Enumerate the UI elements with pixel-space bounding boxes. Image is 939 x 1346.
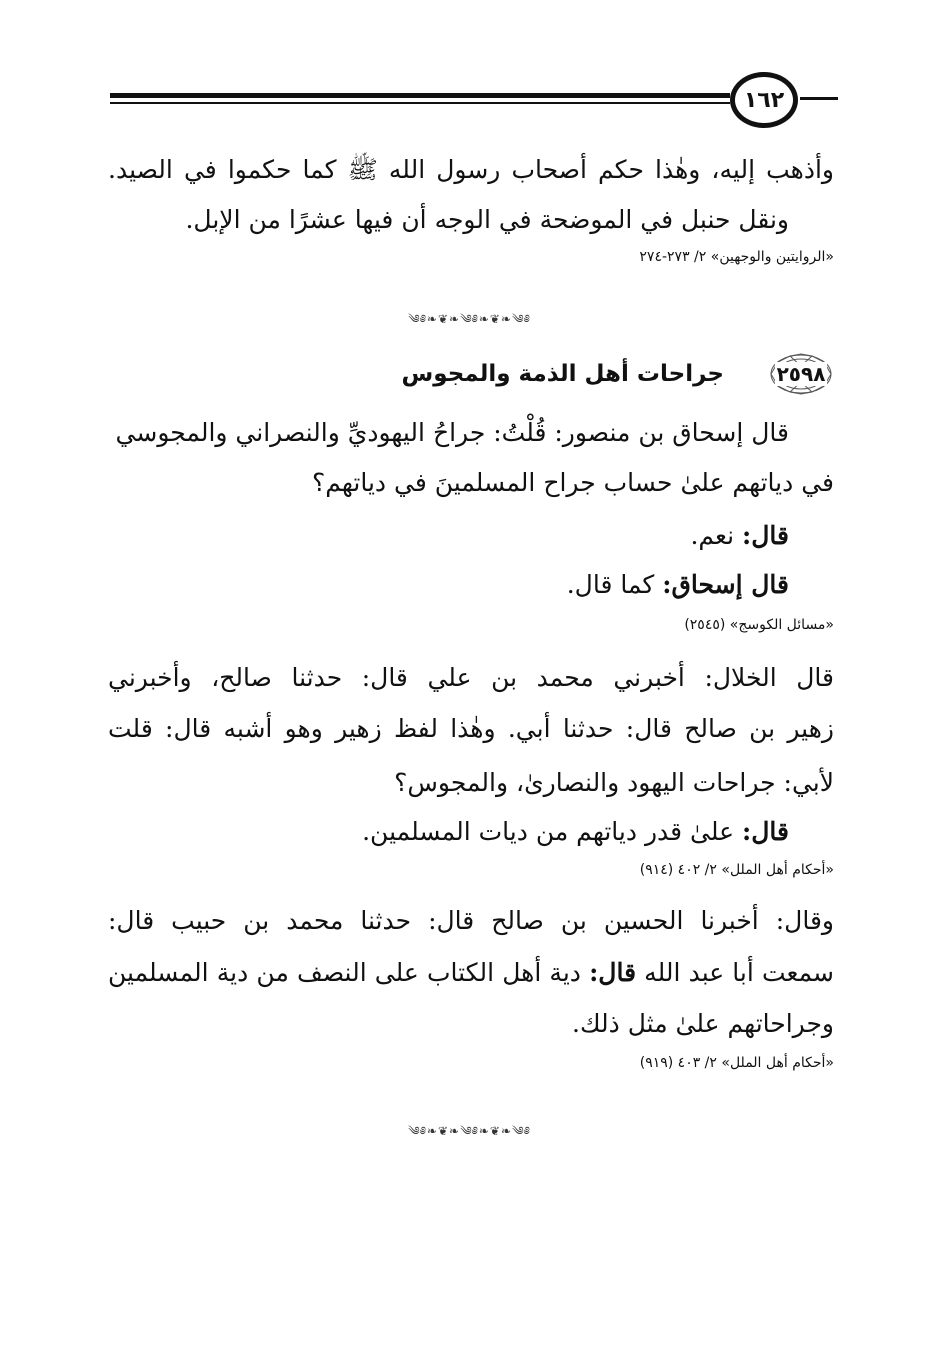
paragraph-line: زهير بن صالح قال: حدثنا أبي. وهٰذا لفظ زهير وهو أشبه قال: قلت: [108, 714, 834, 743]
paragraph-line: في دياتهم علىٰ حساب جراح المسلمينَ في دياتهم؟: [311, 468, 834, 497]
speaker-label: قال:: [742, 817, 789, 846]
line-text: دية أهل الكتاب على النصف من دية المسلمين: [108, 958, 590, 987]
ornament-divider: ༄༅❧❦❧༄༅❧❦❧༄༅: [408, 1124, 531, 1138]
paragraph-line: قال إسحاق بن منصور: قُلْتُ: جراحُ اليهوديِّ والنصراني والمجوسي: [115, 418, 789, 447]
paragraph-line: وأذهب إليه، وهٰذا حكم أصحاب رسول الله ﷺ كما حكموا في الصيد.: [108, 155, 834, 184]
header-rule-thick: [110, 93, 730, 98]
answer-text: نعم.: [690, 521, 743, 550]
line-text: سمعت أبا عبد الله: [636, 958, 834, 987]
section-heading: [300, 352, 834, 398]
source-citation: «أحكام أهل الملل» ٢/ ٤٠٢ (٩١٤): [639, 862, 834, 878]
answer-text: كما قال.: [566, 570, 663, 599]
paragraph-line: قال الخلال: أخبرني محمد بن علي قال: حدثنا صالح، وأخبرني: [108, 663, 834, 692]
paragraph-line: وجراحاتهم علىٰ مثل ذلك.: [572, 1009, 834, 1038]
answer-line: [690, 518, 789, 554]
speaker-label: قال إسحاق:: [662, 570, 789, 599]
answer-text: علىٰ قدر دياتهم من ديات المسلمين.: [362, 817, 743, 846]
section-number-badge: [768, 352, 834, 396]
answer-line: [362, 814, 789, 850]
section-number: ٢٥٩٨: [776, 362, 826, 386]
page-number: ١٦٢: [730, 72, 798, 128]
ornament-divider: ༄༅❧❦❧༄༅❧❦❧༄༅: [408, 312, 531, 326]
header-rule-thin: [110, 102, 730, 104]
source-citation: «مسائل الكوسج» (٢٥٤٥): [684, 617, 834, 633]
speaker-label: قال:: [742, 521, 789, 550]
paragraph-line: ونقل حنبل في الموضحة في الوجه أن فيها عشرًا من الإبل.: [185, 205, 789, 234]
paragraph-line: لأبي: جراحات اليهود والنصارىٰ، والمجوس؟: [394, 768, 834, 797]
section-title: جراحات أهل الذمة والمجوس: [401, 361, 724, 387]
source-citation: «أحكام أهل الملل» ٢/ ٤٠٣ (٩١٩): [639, 1055, 834, 1071]
header-rule-right: [800, 97, 838, 100]
paragraph-line: [108, 955, 834, 991]
paragraph-line: وقال: أخبرنا الحسين بن صالح قال: حدثنا محمد بن حبيب قال:: [108, 906, 834, 935]
source-citation: «الروايتين والوجهين» ٢/ ٢٧٣-٢٧٤: [639, 249, 834, 265]
speaker-label: قال:: [589, 958, 637, 987]
answer-line: [567, 567, 789, 603]
